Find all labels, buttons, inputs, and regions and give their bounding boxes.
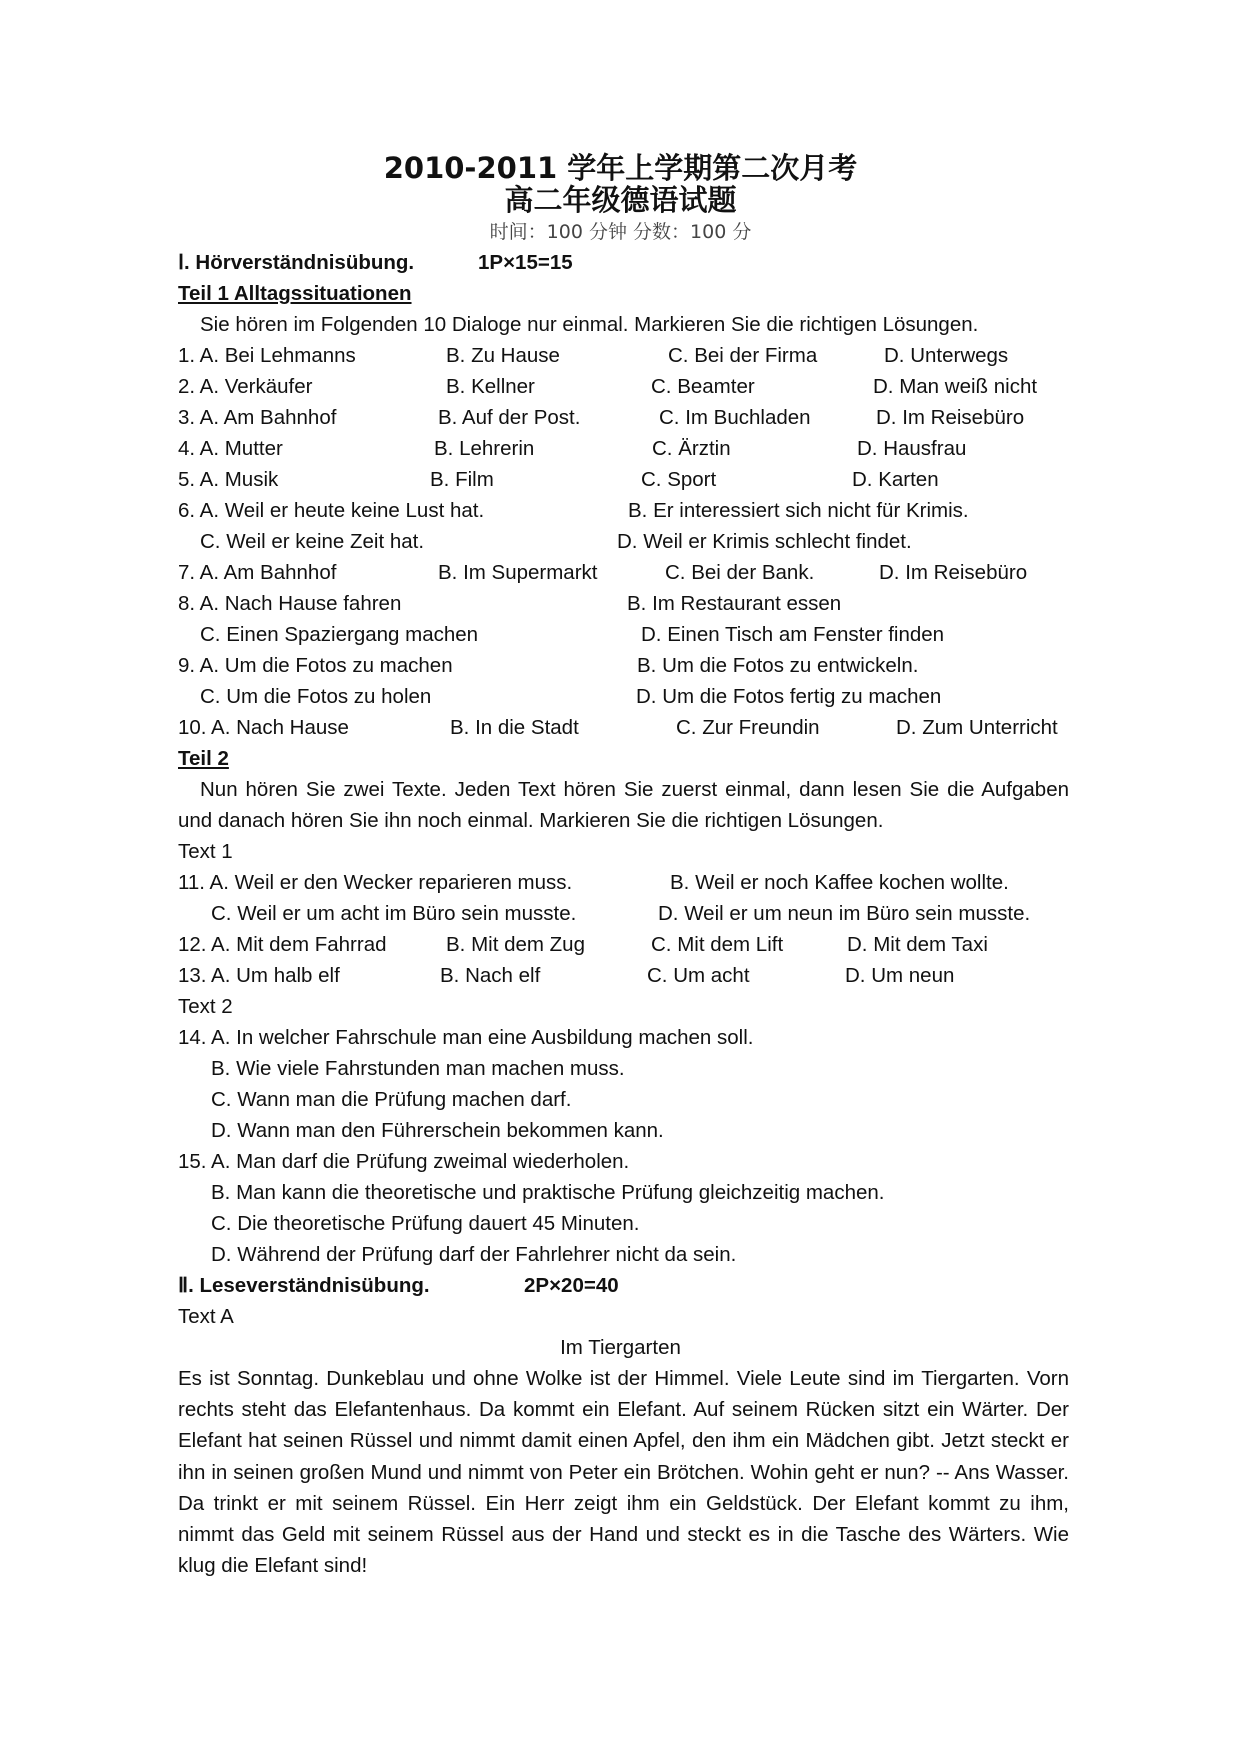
q14-option-c: C. Wann man die Prüfung machen darf. (211, 1088, 572, 1111)
q3-option-a: 3. A. Am Bahnhof (178, 406, 337, 429)
q7-option-d: D. Im Reisebüro (879, 561, 1028, 584)
teil1-instruction: Sie hören im Folgenden 10 Dialoge nur einmal. Markieren Sie die richtigen Lösungen. (200, 313, 979, 336)
textA-title: Im Tiergarten (560, 1336, 681, 1359)
q2-option-a: 2. A. Verkäufer (178, 375, 313, 398)
exam-subtitle: 高二年级德语试题 (504, 183, 737, 217)
q9-option-c: C. Um die Fotos zu holen (200, 685, 432, 708)
section1-points: 1P×15=15 (478, 251, 573, 274)
q2-option-c: C. Beamter (651, 375, 755, 398)
q12-option-b: B. Mit dem Zug (446, 933, 585, 956)
q10-option-c: C. Zur Freundin (676, 716, 820, 739)
q15-option-d: D. Während der Prüfung darf der Fahrlehrer nicht da sein. (211, 1243, 737, 1266)
q12-option-c: C. Mit dem Lift (651, 933, 784, 956)
section2-points: 2P×20=40 (524, 1274, 619, 1297)
q13-option-c: C. Um acht (647, 964, 750, 987)
q5-option-a: 5. A. Musik (178, 468, 279, 491)
q5-option-c: C. Sport (641, 468, 717, 491)
q13-option-b: B. Nach elf (440, 964, 541, 987)
q6-option-d: D. Weil er Krimis schlecht findet. (617, 530, 912, 553)
q14-option-b: B. Wie viele Fahrstunden man machen muss. (211, 1057, 625, 1080)
q12-option-d: D. Mit dem Taxi (847, 933, 988, 956)
q6-option-c: C. Weil er keine Zeit hat. (200, 530, 425, 553)
teil1-heading: Teil 1 Alltagssituationen (178, 282, 412, 305)
q8-option-a: 8. A. Nach Hause fahren (178, 592, 402, 615)
textA-body: Es ist Sonntag. Dunkeblau und ohne Wolke ist der Himmel. Viele Leute sind im Tiergarten. Vorn rechts steht das Elefantenhaus. Da kommt ein Elefant. Auf seinem Rücken sitzt ein Wärter. Der Elefant hat seinen Rüssel und nimmt damit einen Apfel, den ihm ein Mädchen gibt. Jetzt steckt er ihn in seinen großen Mund und nimmt von Peter ein Brötchen. Wohin geht er nun? -- Ans Wasser. Da trinkt er mit seinem Rüssel. Ein Herr zeigt ihm ein Geldstück. Der Elefant kommt zu ihm, nimmt das Geld mit seinem Rüssel aus der Hand und steckt es in die Tasche des Wärters. Wie klug die Elefant sind! (178, 1367, 1069, 1578)
q8-option-c: C. Einen Spaziergang machen (200, 623, 479, 646)
q3-option-c: C. Im Buchladen (659, 406, 811, 429)
q4-option-a: 4. A. Mutter (178, 437, 283, 460)
q1-option-d: D. Unterwegs (884, 344, 1009, 367)
q8-option-b: B. Im Restaurant essen (627, 592, 842, 615)
exam-time-score: 时间：100 分钟 分数：100 分 (489, 221, 752, 243)
section2-heading: Ⅱ. Leseverständnisübung. (178, 1274, 430, 1297)
q15-option-c: C. Die theoretische Prüfung dauert 45 Minuten. (211, 1212, 640, 1235)
q6-option-a: 6. A. Weil er heute keine Lust hat. (178, 499, 485, 522)
q11-option-b: B. Weil er noch Kaffee kochen wollte. (670, 871, 1009, 894)
q4-option-c: C. Ärztin (652, 437, 731, 460)
teil2-instruction: Nun hören Sie zwei Texte. Jeden Text hören Sie zuerst einmal, dann lesen Sie die Aufgaben und danach hören Sie ihn noch einmal. Markieren Sie die richtigen Lösungen. (178, 778, 1069, 833)
text1-label: Text 1 (178, 840, 233, 863)
q9-option-a: 9. A. Um die Fotos zu machen (178, 654, 453, 677)
q15-option-b: B. Man kann die theoretische und praktische Prüfung gleichzeitig machen. (211, 1181, 885, 1204)
textA-label: Text A (178, 1305, 234, 1328)
q2-option-b: B. Kellner (446, 375, 535, 398)
q14-option-d: D. Wann man den Führerschein bekommen kann. (211, 1119, 664, 1142)
q8-option-d: D. Einen Tisch am Fenster finden (641, 623, 945, 646)
q2-option-d: D. Man weiß nicht (873, 375, 1038, 398)
q13-option-a: 13. A. Um halb elf (178, 964, 340, 987)
q3-option-b: B. Auf der Post. (438, 406, 581, 429)
q6-option-b: B. Er interessiert sich nicht für Krimis. (628, 499, 969, 522)
section1-heading: Ⅰ. Hörverständnisübung. (178, 251, 415, 274)
q1-option-c: C. Bei der Firma (668, 344, 818, 367)
q4-option-b: B. Lehrerin (434, 437, 535, 460)
q11-option-c: C. Weil er um acht im Büro sein musste. (211, 902, 577, 925)
q5-option-b: B. Film (430, 468, 494, 491)
q14-option-a: 14. A. In welcher Fahrschule man eine Ausbildung machen soll. (178, 1026, 754, 1049)
q11-option-a: 11. A. Weil er den Wecker reparieren muss. (178, 871, 573, 894)
q5-option-d: D. Karten (852, 468, 939, 491)
q10-option-a: 10. A. Nach Hause (178, 716, 349, 739)
q9-option-b: B. Um die Fotos zu entwickeln. (637, 654, 919, 677)
exam-title: 2010-2011 学年上学期第二次月考 (383, 151, 858, 185)
q10-option-d: D. Zum Unterricht (896, 716, 1058, 739)
q3-option-d: D. Im Reisebüro (876, 406, 1025, 429)
q4-option-d: D. Hausfrau (857, 437, 967, 460)
q7-option-a: 7. A. Am Bahnhof (178, 561, 337, 584)
q12-option-a: 12. A. Mit dem Fahrrad (178, 933, 387, 956)
q1-option-b: B. Zu Hause (446, 344, 560, 367)
q13-option-d: D. Um neun (845, 964, 955, 987)
q10-option-b: B. In die Stadt (450, 716, 579, 739)
q1-option-a: 1. A. Bei Lehmanns (178, 344, 356, 367)
q7-option-b: B. Im Supermarkt (438, 561, 598, 584)
q7-option-c: C. Bei der Bank. (665, 561, 815, 584)
text2-label: Text 2 (178, 995, 233, 1018)
q9-option-d: D. Um die Fotos fertig zu machen (636, 685, 942, 708)
q15-option-a: 15. A. Man darf die Prüfung zweimal wiederholen. (178, 1150, 630, 1173)
teil2-heading: Teil 2 (178, 747, 229, 770)
q11-option-d: D. Weil er um neun im Büro sein musste. (658, 902, 1031, 925)
